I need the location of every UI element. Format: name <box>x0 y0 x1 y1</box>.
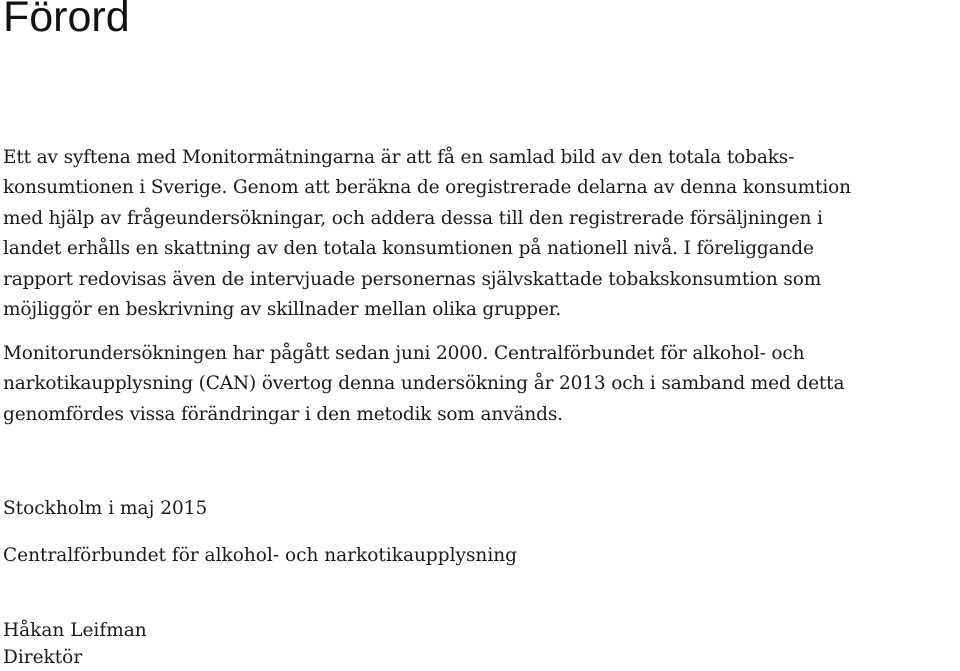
paragraph-line: med hjälp av frågeundersökningar, och addera dessa till den registrerade försäljningen i <box>3 207 823 229</box>
signature-name: Håkan Leifman <box>3 620 147 641</box>
paragraph-1 <box>3 143 851 325</box>
paragraph-line: konsumtionen i Sverige. Genom att beräkna de oregistrerade delarna av denna konsumtion <box>3 177 851 199</box>
page-title: Förord <box>3 0 130 41</box>
signature-block <box>3 617 147 671</box>
paragraph-2 <box>3 339 844 430</box>
paragraph-line: Monitorundersökningen har pågått sedan juni 2000. Centralförbundet för alkohol- och <box>3 343 805 364</box>
paragraph-line: narkotikaupplysning (CAN) övertog denna undersökning år 2013 och i samband med detta <box>3 373 845 395</box>
paragraph-line: landet erhålls en skattning av den totala konsumtionen på nationell nivå. I föreliggande <box>3 238 814 260</box>
signature-place-date: Stockholm i maj 2015 <box>3 498 208 519</box>
paragraph-line: rapport redovisas även de intervjuade personernas självskattade tobakskonsumtion som <box>3 268 822 290</box>
signature-organization: Centralförbundet för alkohol- och narkotikaupplysning <box>3 545 518 566</box>
paragraph-line: Ett av syftena med Monitormätningarna är att få en samlad bild av den totala tobaks- <box>3 147 795 168</box>
paragraph-line: möjliggör en beskrivning av skillnader mellan olika grupper. <box>3 299 562 321</box>
signature-role: Direktör <box>3 647 83 668</box>
paragraph-line: genomfördes vissa förändringar i den metodik som används. <box>3 403 563 425</box>
